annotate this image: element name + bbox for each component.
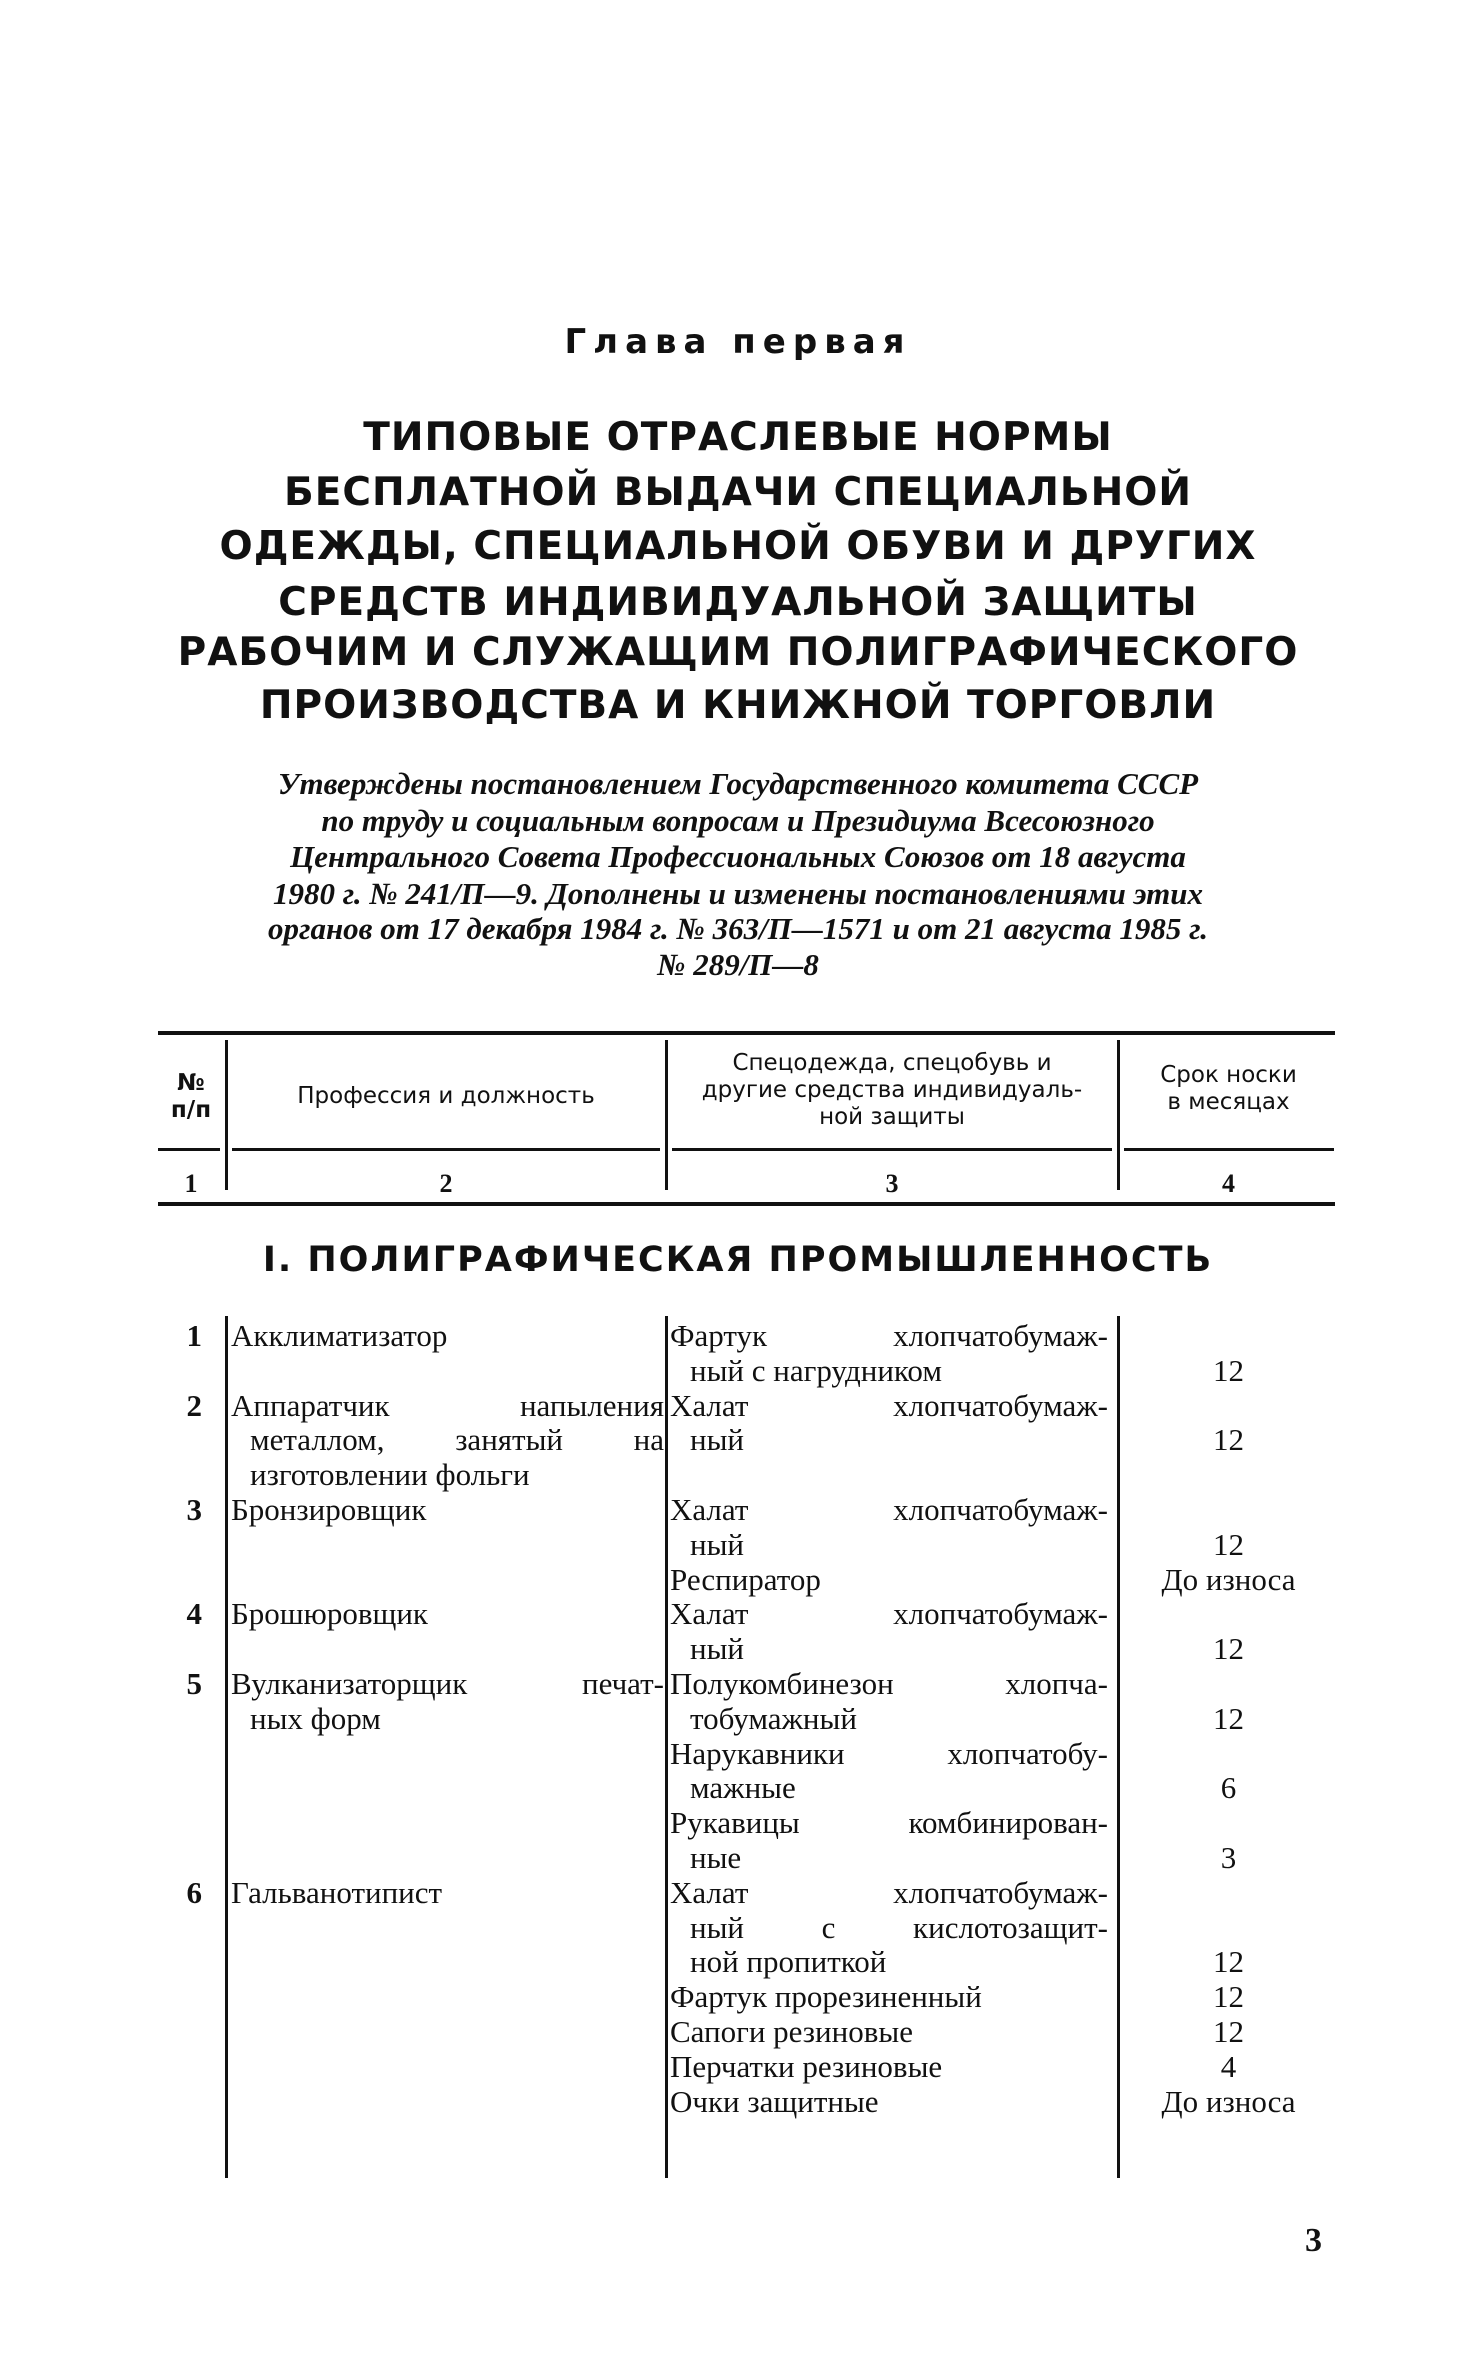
header-text: Профессия и должность [297,1083,595,1109]
headline-line: ПРОИЗВОДСТВА И КНИЖНОЙ ТОРГОВЛИ [259,683,1217,728]
headline-line: ТИПОВЫЕ ОТРАСЛЕВЫЕ НОРМЫ [363,415,1113,460]
equipment-text: Халат хлопчатобумаж- [670,1387,1108,1423]
approval-line: № 289/П—8 [657,947,819,982]
approval-line: Утверждены постановлением Государственного комитета СССР [277,766,1199,801]
header-col-number [158,1070,224,1124]
profession-text: ных форм [250,1700,381,1736]
wear-term: 12 [1213,1526,1244,1562]
equipment-text: ный с нагрудником [690,1352,942,1388]
equipment-text: ные [690,1840,742,1875]
header-col-equipment [670,1050,1114,1131]
profession-text: Гальванотипист [231,1874,443,1910]
header-text: № [177,1070,205,1096]
equipment-text: Нарукавники хлопчатобу- [670,1735,1108,1771]
headline-line: БЕСПЛАТНОЙ ВЫДАЧИ СПЕЦИАЛЬНОЙ [283,470,1193,515]
header-text: другие средства индивидуаль- [701,1077,1083,1103]
wear-term: 12 [1213,2014,1244,2049]
equipment-text: Сапоги резиновые [670,2014,913,2049]
row-number: 5 [186,1666,202,1701]
header-mid-rule [158,1148,220,1151]
equipment-text: Рукавицы комбинирован- [670,1805,1108,1841]
wear-term: 3 [1220,1840,1237,1875]
wear-term: 12 [1213,1944,1244,1980]
equipment-text: ный [690,1422,745,1458]
equipment-text: Фартук хлопчатобумаж- [670,1318,1108,1353]
profession-text: Бронзировщик [231,1492,427,1527]
profession-text: Брошюровщик [231,1596,428,1632]
wear-term: До износа [1161,2083,1296,2119]
profession-text: изготовлении фольги [250,1457,530,1493]
headline-line: СРЕДСТВ ИНДИВИДУАЛЬНОЙ ЗАЩИТЫ [278,580,1198,625]
column-number: 1 [184,1169,198,1198]
equipment-text: ный [690,1526,745,1562]
header-mid-rule [232,1148,660,1151]
header-col-profession [230,1083,662,1110]
equipment-text: тобумажный [690,1700,857,1736]
equipment-text: Халат хлопчатобумаж- [670,1596,1108,1632]
equipment-text: ной пропиткой [690,1944,887,1980]
equipment-text: ный с кислотозащит- [690,1909,1108,1945]
wear-term: 6 [1220,1770,1237,1806]
row-number: 1 [186,1318,202,1353]
equipment-text: Халат хлопчатобумаж- [670,1492,1108,1527]
equipment-text: Полукомбинезон хлопча- [670,1666,1108,1701]
section-title: I. ПОЛИГРАФИЧЕСКАЯ ПРОМЫШЛЕННОСТЬ [262,1240,1214,1280]
column-divider [1117,1040,1120,1190]
row-number: 4 [186,1596,202,1632]
row-number: 6 [186,1874,202,1910]
wear-term: 12 [1213,1352,1244,1388]
header-text: ной защиты [819,1104,965,1130]
column-number: 3 [885,1169,899,1198]
profession-text: металлом, занятый на [250,1422,664,1458]
equipment-text: ный [690,1631,745,1667]
profession-text: Акклиматизатор [231,1318,448,1353]
approval-line: Центрального Совета Профессиональных Союзов от 18 августа [290,839,1186,874]
header-text: Срок носки [1160,1062,1297,1088]
wear-term: 12 [1213,1700,1244,1736]
equipment-text: Халат хлопчатобумаж- [670,1874,1108,1910]
column-divider [665,1316,668,2178]
row-number: 3 [186,1492,202,1527]
wear-term: 12 [1213,1631,1244,1667]
equipment-text: Фартук прорезиненный [670,1979,982,2015]
row-number: 2 [186,1387,202,1423]
headline-line: ОДЕЖДЫ, СПЕЦИАЛЬНОЙ ОБУВИ И ДРУГИХ [219,524,1257,569]
approval-line: 1980 г. № 241/П—9. Дополнены и изменены постановлениями этих [273,876,1203,911]
table-top-rule [158,1031,1335,1035]
chapter-label: Глава первая [564,322,912,362]
approval-line: органов от 17 декабря 1984 г. № 363/П—1571 и от 21 августа 1985 г. [268,911,1208,946]
column-divider [665,1040,668,1190]
equipment-text: Респиратор [670,1561,821,1597]
profession-text: Аппаратчик напыления [231,1387,664,1423]
header-bottom-rule [158,1202,1335,1206]
headline-line: РАБОЧИМ И СЛУЖАЩИМ ПОЛИГРАФИЧЕСКОГО [177,630,1299,675]
approval-line: по труду и социальным вопросам и Президиума Всесоюзного [321,803,1155,838]
header-text: Спецодежда, спецобувь и [732,1050,1052,1076]
equipment-text: Перчатки резиновые [670,2048,943,2084]
profession-text: Вулканизаторщик печат- [231,1666,664,1701]
column-divider [225,1040,228,1190]
column-divider [1117,1316,1120,2178]
equipment-text: Очки защитные [670,2083,879,2119]
wear-term: 12 [1213,1979,1244,2015]
header-text: п/п [170,1097,212,1123]
equipment-text: мажные [690,1770,796,1806]
wear-term: 4 [1220,2048,1237,2084]
header-mid-rule [672,1148,1112,1151]
wear-term: До износа [1161,1561,1296,1597]
page-number: 3 [1305,2222,1322,2259]
column-number: 2 [439,1169,453,1198]
wear-term: 12 [1213,1422,1244,1458]
header-col-term [1122,1062,1335,1116]
column-divider [225,1316,228,2178]
column-number: 4 [1222,1169,1235,1198]
header-text: в месяцах [1167,1089,1290,1115]
header-mid-rule [1124,1148,1334,1151]
